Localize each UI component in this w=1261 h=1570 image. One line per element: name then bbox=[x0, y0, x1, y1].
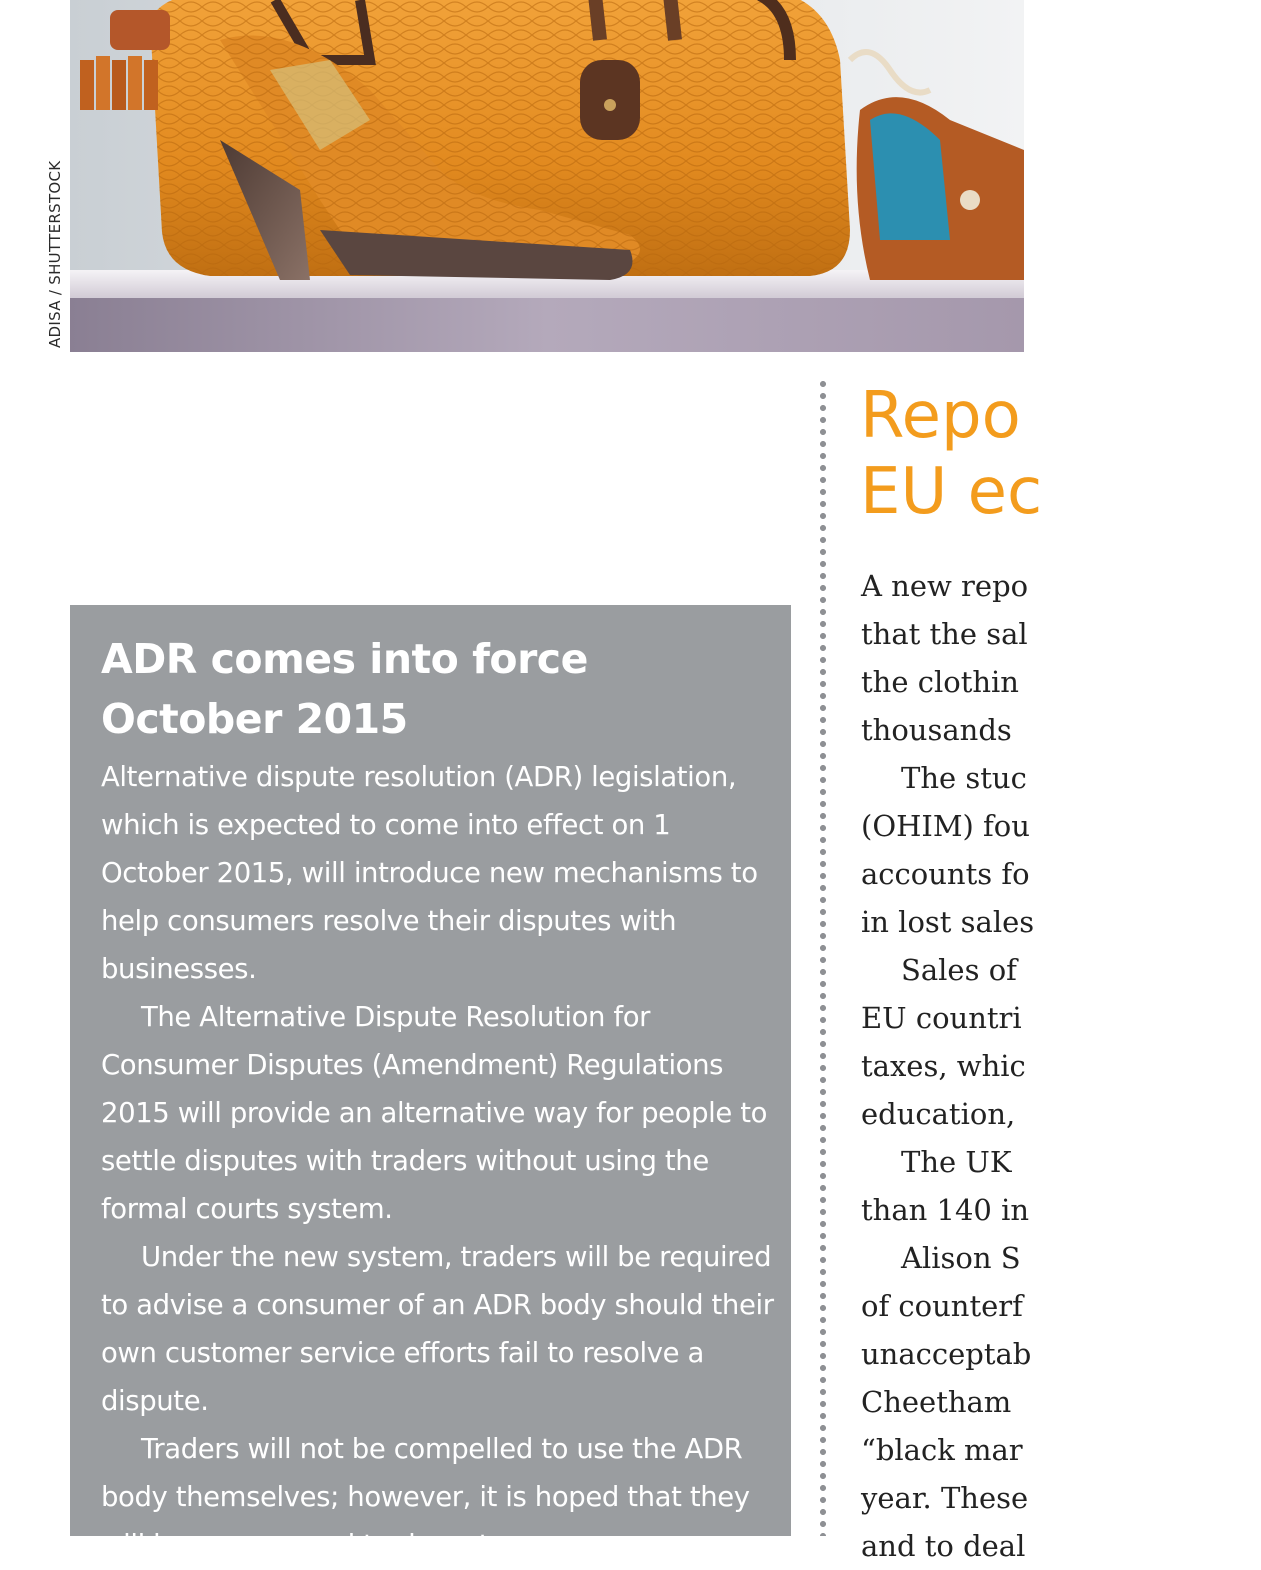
article-line: Cheetham bbox=[861, 1385, 1012, 1419]
article-line: EU countri bbox=[861, 1001, 1022, 1035]
article-line: thousands bbox=[861, 713, 1012, 747]
article-line: education, bbox=[861, 1097, 1016, 1131]
article-line: unacceptab bbox=[861, 1337, 1032, 1371]
sidebar-body bbox=[101, 753, 776, 1569]
article-line: taxes, whic bbox=[861, 1049, 1026, 1083]
column-divider bbox=[819, 378, 827, 1536]
article-line: The stuc bbox=[901, 761, 1027, 795]
handbag-and-shoes-photo bbox=[70, 0, 1024, 352]
article-line: “black mar bbox=[861, 1433, 1023, 1467]
article-line: year. These bbox=[861, 1481, 1029, 1515]
photo-credit-text: ADISA / SHUTTERSTOCK bbox=[46, 160, 64, 348]
article-line: of counterf bbox=[861, 1289, 1023, 1323]
article-line: Alison S bbox=[901, 1241, 1021, 1275]
sidebar-paragraph-1: Alternative dispute resolution (ADR) legislation, which is expected to come into effect on 1 October 2015, will introduce new mechanisms to help consumers resolve their disputes with businesses. bbox=[101, 761, 758, 985]
sidebar-title bbox=[101, 629, 761, 749]
article-line: Sales of bbox=[901, 953, 1017, 987]
adr-sidebar-box bbox=[70, 605, 791, 1561]
article-line: than 140 in bbox=[861, 1193, 1030, 1227]
sidebar-paragraph-3: Under the new system, traders will be required to advise a consumer of an ADR body should their own customer service efforts fail to resolve a dispute. bbox=[101, 1241, 774, 1417]
article-headline bbox=[860, 378, 1160, 530]
article-line: the clothin bbox=[861, 665, 1019, 699]
sidebar-title-line1: ADR comes into force bbox=[101, 635, 588, 683]
article-line: in lost sales bbox=[861, 905, 1035, 939]
header-photo bbox=[70, 0, 1024, 352]
article-line: that the sal bbox=[861, 617, 1028, 651]
headline-line1: Repo bbox=[860, 379, 1021, 453]
article-line: accounts fo bbox=[861, 857, 1030, 891]
sidebar-paragraph-2: The Alternative Dispute Resolution for Consumer Disputes (Amendment) Regulations 2015 will provide an alternative way for people to settle disputes with traders without using the formal courts system. bbox=[101, 1001, 768, 1225]
article-body bbox=[861, 562, 1261, 1570]
article-line: and to deal bbox=[861, 1529, 1026, 1563]
headline-line2: EU ec bbox=[860, 455, 1043, 529]
photo-credit bbox=[46, 148, 68, 348]
article-line: A new repo bbox=[861, 569, 1029, 603]
article-line: The UK bbox=[901, 1145, 1012, 1179]
sidebar-paragraph-4: Traders will not be compelled to use the ADR body themselves; however, it is hoped that they will be encouraged to do so to bbox=[101, 1433, 750, 1561]
sidebar-title-line2: October 2015 bbox=[101, 695, 408, 743]
article-line: (OHIM) fou bbox=[861, 809, 1030, 843]
